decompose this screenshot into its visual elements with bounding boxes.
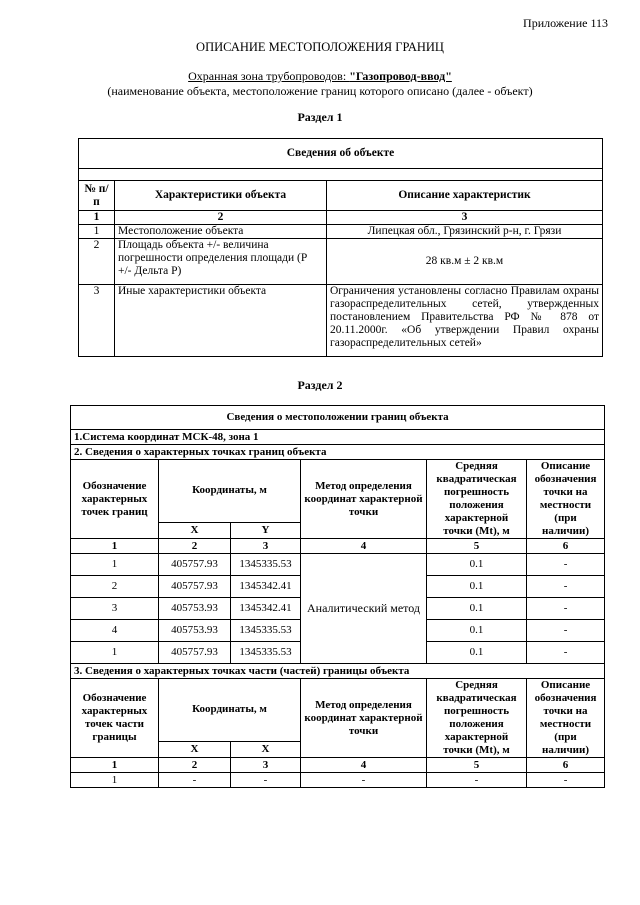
- col-index: 5: [427, 758, 527, 773]
- col-index: 2: [159, 539, 231, 554]
- point-y: 1345342.41: [231, 576, 301, 598]
- part-point-x: -: [159, 773, 231, 788]
- part-desc-header: Описание обозначения точки на местности (при наличии): [527, 679, 605, 758]
- point-x: 405753.93: [159, 620, 231, 642]
- table-row: [71, 773, 605, 788]
- table-row: [79, 239, 603, 285]
- part-point-header: Обозначение характерных точек части границы: [71, 679, 159, 758]
- col-index: 1: [71, 758, 159, 773]
- part-x-header: X: [159, 741, 231, 757]
- col-index: 5: [427, 539, 527, 554]
- point-mt: 0.1: [427, 576, 527, 598]
- row-num: 2: [79, 239, 115, 285]
- object-info-table: [78, 138, 603, 357]
- point-x: 405757.93: [159, 554, 231, 576]
- col-index: 1: [79, 211, 115, 225]
- zone-line: [0, 69, 640, 84]
- col-desc-header: Описание характеристик: [327, 181, 603, 211]
- point-y: 1345335.53: [231, 620, 301, 642]
- row-desc: Липецкая обл., Грязинский р-н, г. Грязи: [327, 225, 603, 239]
- point-header: Обозначение характерных точек границ: [71, 460, 159, 539]
- col-index: 3: [231, 539, 301, 554]
- col-index: 4: [301, 758, 427, 773]
- col-index: 6: [527, 539, 605, 554]
- zone-prefix: Охранная зона трубопроводов:: [188, 69, 350, 83]
- point-desc: -: [527, 554, 605, 576]
- col-index: 6: [527, 758, 605, 773]
- point-name: 4: [71, 620, 159, 642]
- method-header: Метод определения координат характерной точки: [301, 460, 427, 539]
- point-name: 1: [71, 642, 159, 664]
- point-desc: -: [527, 598, 605, 620]
- table-row: [79, 285, 603, 357]
- method-cell: Аналитический метод: [301, 554, 427, 664]
- row-desc: 28 кв.м ± 2 кв.м: [327, 239, 603, 285]
- part-point-method: -: [301, 773, 427, 788]
- part-coords-header: Координаты, м: [159, 679, 301, 742]
- coordinate-system: 1.Система координат МСК-48, зона 1: [71, 430, 605, 445]
- table-row: [71, 554, 605, 576]
- desc-header: Описание обозначения точки на местности (при наличии): [527, 460, 605, 539]
- object-table-title: Сведения об объекте: [79, 139, 603, 169]
- col-num-header: № п/п: [79, 181, 115, 211]
- part-point-desc: -: [527, 773, 605, 788]
- row-char: Площадь объекта +/- величина погрешности определения площади (Р +/- Дельта Р): [115, 239, 327, 285]
- y-header: Y: [231, 522, 301, 538]
- col-char-header: Характеристики объекта: [115, 181, 327, 211]
- point-x: 405757.93: [159, 576, 231, 598]
- part-method-header: Метод определения координат характерной точки: [301, 679, 427, 758]
- col-index: 1: [71, 539, 159, 554]
- part2-title: 2. Сведения о характерных точках границ объекта: [71, 445, 605, 460]
- part-error-header: Средняя квадратическая погрешность положения характерной точки (Mt), м: [427, 679, 527, 758]
- point-desc: -: [527, 642, 605, 664]
- part-point-name: 1: [71, 773, 159, 788]
- col-index: 3: [327, 211, 603, 225]
- col-index: 2: [115, 211, 327, 225]
- coords-header: Координаты, м: [159, 460, 301, 523]
- point-y: 1345342.41: [231, 598, 301, 620]
- point-x: 405757.93: [159, 642, 231, 664]
- point-y: 1345335.53: [231, 642, 301, 664]
- part-point-mt: -: [427, 773, 527, 788]
- point-mt: 0.1: [427, 554, 527, 576]
- section1-heading: Раздел 1: [297, 110, 343, 124]
- row-char: Иные характеристики объекта: [115, 285, 327, 357]
- zone-name: "Газопровод-ввод": [349, 69, 452, 83]
- row-char: Местоположение объекта: [115, 225, 327, 239]
- zone-note: (наименование объекта, местоположение границ которого описано (далее - объект): [107, 84, 533, 98]
- point-x: 405753.93: [159, 598, 231, 620]
- row-desc: Ограничения установлены согласно Правилам охраны газораспределительных сетей, утвержденных постановлением Правительства РФ № 878 от 20.11.2000г. «Об утверждении Правил охраны газораспределительных сетей»: [327, 285, 603, 357]
- point-mt: 0.1: [427, 598, 527, 620]
- col-index: 4: [301, 539, 427, 554]
- row-num: 3: [79, 285, 115, 357]
- appendix-label: Приложение 113: [523, 16, 608, 30]
- document-title: ОПИСАНИЕ МЕСТОПОЛОЖЕНИЯ ГРАНИЦ: [196, 40, 444, 54]
- point-name: 1: [71, 554, 159, 576]
- boundary-table-title: Сведения о местоположении границ объекта: [71, 406, 605, 430]
- point-y: 1345335.53: [231, 554, 301, 576]
- part-y-header: X: [231, 741, 301, 757]
- point-desc: -: [527, 620, 605, 642]
- point-mt: 0.1: [427, 642, 527, 664]
- x-header: X: [159, 522, 231, 538]
- spacer-row: [79, 169, 603, 181]
- point-name: 3: [71, 598, 159, 620]
- point-desc: -: [527, 576, 605, 598]
- part3-title: 3. Сведения о характерных точках части (частей) границы объекта: [71, 664, 605, 679]
- col-index: 3: [231, 758, 301, 773]
- row-num: 1: [79, 225, 115, 239]
- point-mt: 0.1: [427, 620, 527, 642]
- point-name: 2: [71, 576, 159, 598]
- col-index: 2: [159, 758, 231, 773]
- section2-heading: Раздел 2: [297, 378, 343, 392]
- part-point-y: -: [231, 773, 301, 788]
- boundary-table: [70, 405, 605, 788]
- table-row: [79, 225, 603, 239]
- error-header: Средняя квадратическая погрешность положения характерной точки (Mt), м: [427, 460, 527, 539]
